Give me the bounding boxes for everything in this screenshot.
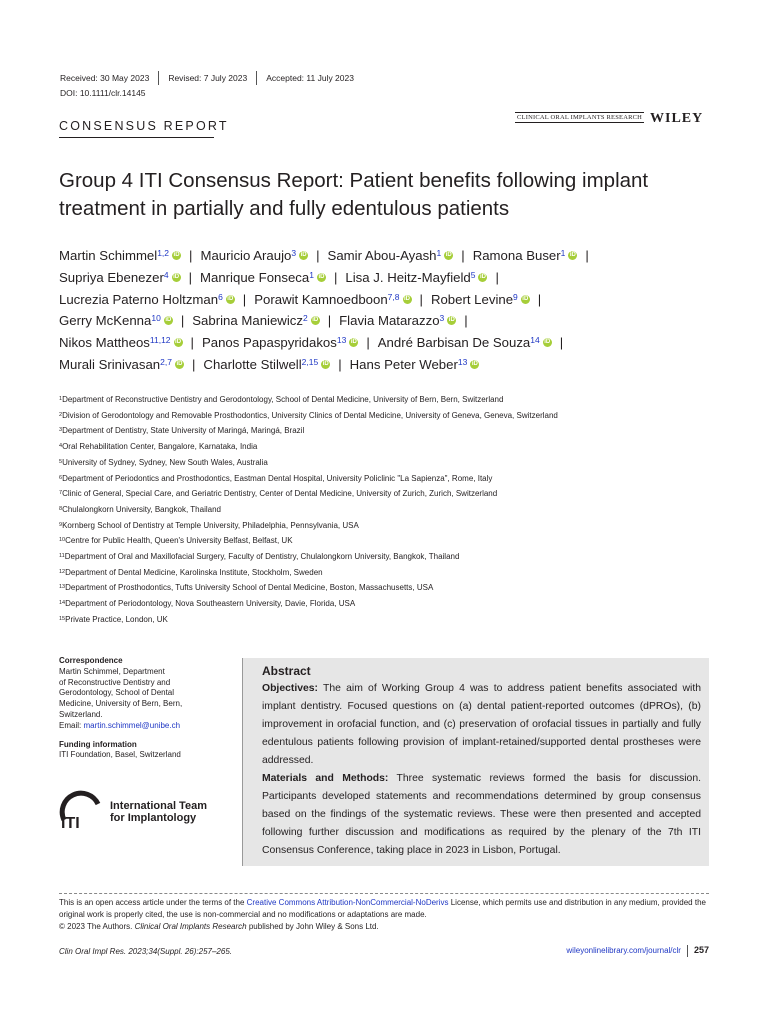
author-name[interactable] [328,248,454,263]
page-number: 257 [693,945,709,956]
email-line [59,721,219,732]
received-date: Received: 30 May 2023 [60,73,150,83]
affiliation-number: 8 [59,505,63,512]
correspondence-line: Gerodontology, School of Dental [59,688,175,698]
author-affiliation-sup[interactable]: 11,12 [149,335,171,346]
affiliation-text: Department of Dentistry, State University of Maringá, Maringá, Brazil [62,426,305,436]
author-separator: | [464,313,468,329]
author-name[interactable] [200,270,326,285]
affiliation-item [59,392,719,408]
author-affiliation-sup[interactable]: 6 [218,291,223,302]
abstract-heading: Abstract [262,664,311,678]
affiliation-text: Department of Periodontics and Prosthodontics, Eastman Dental Hospital, University Policlinic "La Sapienza", Rome, Italy [62,473,493,483]
license-text: This is an open access article under the terms of the [59,898,247,907]
author-separator: | [419,291,423,307]
affiliation-text: Department of Periodontology, Nova Southeastern University, Davie, Florida, USA [65,599,356,609]
article-dates [60,71,354,85]
divider [158,71,159,85]
orcid-icon[interactable]: iD [175,339,182,346]
correspondence-line: Medicine, University of Bern, Bern, [59,699,183,709]
citation: Clin Oral Impl Res. 2023;34(Suppl. 26):257–265. [59,946,232,956]
author-name[interactable] [473,248,578,263]
affiliation-number: 9 [59,521,63,528]
orcid-icon[interactable]: iD [227,295,234,302]
author-affiliation-sup[interactable]: 4 [163,269,169,280]
license-link[interactable]: Creative Commons Attribution-NonCommercial-NoDerivs [246,898,449,907]
author-name-text: André Barbisan De Souza [377,335,531,351]
author-separator: | [242,291,247,307]
iti-line1: International Team [110,800,207,812]
orcid-icon[interactable]: iD [176,361,183,367]
section-underline [59,137,214,138]
correspondence-heading: Correspondence [59,656,123,665]
affiliation-item [59,549,719,565]
author-separator: | [189,248,193,263]
author-name-text: Lucrezia Paterno Holtzman [59,291,219,307]
affiliation-item [59,580,719,596]
author-name[interactable] [59,357,184,372]
author-name[interactable] [59,313,173,328]
affiliation-number: 12 [59,568,66,575]
publisher-logo: WILEY [650,111,704,126]
orcid-icon[interactable]: iD [322,361,329,367]
author-name[interactable] [254,292,411,307]
methods-label: Materials and Methods: [262,773,389,784]
affiliation-text: Clinic of General, Special Care, and Geriatric Dentistry, Center of Dental Medicine, University of Zurich, Zurich, Switzerland [62,489,498,499]
correspondence-line: Martin Schimmel, Department [59,666,165,676]
orcid-icon[interactable]: iD [569,252,576,259]
orcid-icon[interactable]: iD [318,273,325,280]
author-separator: | [327,313,332,329]
footer-divider [59,893,709,894]
affiliation-text: Department of Reconstructive Dentistry and Gerodontology, School of Dental Medicine, University of Bern, Bern, Switzerland [62,395,504,404]
author-name[interactable] [345,270,487,285]
author-separator: | [188,269,193,285]
author-name[interactable] [378,335,552,350]
copyright-journal: Clinical Oral Implants Research [134,922,247,931]
article-title: Group 4 ITI Consensus Report: Patient benefits following implant treatment in partially and fully edentulous patients [59,169,649,220]
accepted-date: Accepted: 11 July 2023 [266,73,354,83]
author-affiliation-sup[interactable]: 3 [291,248,297,258]
affiliation-item [59,596,719,612]
methods-text: Three systematic reviews formed the basis for discussion. Participants developed statements and recommendations determined by group consensus based on the findings of the systematic reviews. These were then presented and accepted following further discussion and modifications as required by the plenary of the 7th ITI Consensus Conference, taking place in 2023 in Lisbon, Portugal. [262,773,701,856]
affiliation-item [59,423,719,439]
orcid-icon[interactable]: iD [173,273,180,280]
footer-right [566,945,709,957]
author-separator: | [585,248,589,263]
author-separator: | [338,356,342,372]
journal-url[interactable]: wileyonlinelibrary.com/journal/clr [566,946,681,956]
affiliation-number: 4 [59,443,63,450]
author-separator: | [366,335,370,351]
author-affiliation-sup[interactable]: 9 [513,291,518,302]
orcid-icon[interactable]: iD [471,361,478,367]
iti-logo-text [110,800,207,824]
author-name[interactable] [192,313,319,328]
abstract-methods [262,770,701,860]
affiliation-item [59,533,719,549]
affiliation-item [59,502,719,518]
affiliation-text: Department of Dental Medicine, Karolinska Institute, Stockholm, Sweden [65,567,323,577]
author-name-text: Robert Levine [430,291,514,307]
correspondence-line: Switzerland. [59,709,103,719]
orcid-icon[interactable]: iD [350,339,357,346]
doi[interactable]: DOI: 10.1111/clr.14145 [60,88,146,98]
email-link[interactable]: martin.schimmel@unibe.ch [83,720,181,730]
affiliation-item [59,471,719,487]
author-name[interactable] [59,248,181,263]
page-footer [59,945,709,957]
author-name-text: Ramona Buser [472,248,561,263]
funding-heading: Funding information [59,739,137,749]
affiliation-number: 1 [59,396,63,402]
affiliation-number: 14 [59,600,66,607]
section-label: CONSENSUS REPORT [59,119,229,133]
iti-line2: for Implantology [110,812,197,824]
correspondence-block [59,656,219,761]
affiliation-number: 15 [59,615,66,622]
author-separator: | [537,291,542,307]
author-name[interactable] [431,292,530,307]
orcid-icon[interactable]: iD [300,252,307,259]
author-affiliation-sup[interactable]: 2,15 [301,356,319,367]
orcid-icon[interactable]: iD [173,252,180,259]
author-name-text: Supriya Ebenezer [59,269,164,285]
copyright-text: © 2023 The Authors. [59,922,135,931]
affiliation-text: Private Practice, London, UK [65,614,168,624]
affiliation-number: 13 [59,584,66,591]
orcid-icon[interactable]: iD [165,317,172,324]
divider [256,71,257,85]
email-label: Email: [59,720,84,730]
license-text: License, which permits use and distribution in any medium, provided the original work is properly cited, the use is non-commercial and no modifications or adaptations are made. [59,898,706,919]
author-name[interactable] [59,270,181,285]
author-name[interactable] [203,357,330,372]
abstract-box [242,658,709,866]
affiliation-number: 5 [59,458,63,465]
affiliation-text: University of Sydney, Sydney, New South Wales, Australia [62,457,268,467]
author-separator: | [180,313,185,329]
affiliation-item [59,486,719,502]
author-name-text: Murali Srinivasan [59,356,161,372]
author-affiliation-sup[interactable]: 10 [151,313,161,324]
author-affiliation-sup[interactable]: 13 [336,335,347,346]
author-name-text: Porawit Kamnoedboon [254,291,388,307]
affiliation-number: 7 [59,490,63,497]
author-affiliation-sup[interactable]: 1 [309,269,314,280]
affiliation-item [59,565,719,581]
author-affiliation-sup[interactable]: 1 [560,248,566,258]
author-name[interactable] [59,335,183,350]
author-name-text: Lisa J. Heitz-Mayfield [345,269,471,285]
author-separator: | [316,248,320,263]
affiliation-item [59,455,719,471]
divider [687,945,688,957]
author-affiliation-sup[interactable]: 14 [530,335,540,346]
affiliations [59,392,719,628]
author-name-text: Gerry McKenna [59,313,152,329]
affiliation-text: Kornberg School of Dentistry at Temple University, Philadelphia, Pennsylvania, USA [62,520,359,530]
author-name[interactable] [339,313,456,328]
author-separator: | [559,335,564,351]
abstract-objectives [262,680,701,770]
iti-mark-text: ITI [61,815,80,832]
author-affiliation-sup[interactable]: 3 [439,313,445,324]
author-affiliation-sup[interactable]: 13 [457,356,468,367]
author-name-text: Flavia Matarazzo [339,313,440,329]
author-name-text: Samir Abou-Ayash [327,248,437,263]
author-affiliation-sup[interactable]: 2,7 [160,356,172,367]
author-name-text: Charlotte Stilwell [203,356,302,372]
affiliation-text: Oral Rehabilitation Center, Bangalore, Karnataka, India [62,442,258,452]
author-list [59,245,719,376]
affiliation-text: Division of Gerodontology and Removable Prosthodontics, University Clinics of Dental Medicine, University of Geneva, Geneva, Switzerland [62,410,558,420]
author-name[interactable] [202,335,358,350]
affiliation-item [59,408,719,424]
iti-logo [58,790,207,834]
author-name-text: Sabrina Maniewicz [192,313,303,329]
author-affiliation-sup[interactable]: 1 [436,248,442,258]
author-affiliation-sup[interactable]: 1,2 [157,248,170,258]
objectives-text: The aim of Working Group 4 was to address patient benefits associated with implant dentistry. Focused questions on (a) dental patient-reported outcomes (dPROs), (b) improvement in orofacial function, and (c) preservation of orofacial tissues in partially and fully edentulous patients following provision of implant-retained/supported dental prostheses were addressed. [262,683,701,766]
revised-date: Revised: 7 July 2023 [168,73,248,83]
affiliation-item [59,518,719,534]
affiliation-number: 11 [59,553,65,560]
orcid-icon[interactable]: iD [479,273,486,280]
author-name-text: Martin Schimmel [59,248,158,263]
funding-text: ITI Foundation, Basel, Switzerland [59,750,181,760]
author-separator: | [495,269,499,285]
author-affiliation-sup[interactable]: 5 [470,269,476,280]
orcid-icon[interactable]: iD [448,317,455,324]
affiliation-item [59,439,719,455]
author-affiliation-sup[interactable]: 2 [302,313,308,324]
author-name-text: Panos Papaspyridakos [201,335,337,351]
affiliation-text: Department of Oral and Maxillofacial Surgery, Faculty of Dentistry, Chulalongkorn University, Bangkok, Thailand [64,552,460,562]
author-name[interactable] [350,357,480,372]
orcid-icon[interactable]: iD [522,295,529,302]
orcid-icon[interactable]: iD [445,252,452,259]
author-name[interactable] [59,292,235,307]
affiliation-text: Centre for Public Health, Queen's University Belfast, Belfast, UK [65,536,293,546]
correspondence-line: of Reconstructive Dentistry and [59,677,171,687]
author-name-text: Hans Peter Weber [349,356,458,372]
author-separator: | [461,248,465,263]
orcid-icon[interactable]: iD [404,295,410,302]
author-name-text: Mauricio Araujo [200,248,292,263]
license-notice [59,897,711,933]
orcid-icon[interactable]: iD [312,317,319,324]
affiliation-number: 6 [59,474,63,481]
copyright-text: published by John Wiley & Sons Ltd. [246,922,379,931]
objectives-label: Objectives: [262,683,319,694]
affiliation-number: 2 [59,411,63,418]
author-name-text: Nikos Mattheos [59,335,150,351]
iti-logo-icon [58,790,102,834]
author-separator: | [333,269,338,285]
affiliation-text: Chulalongkorn University, Bangkok, Thailand [62,504,221,514]
affiliation-number: 3 [59,427,63,434]
author-separator: | [191,356,196,372]
affiliation-number: 10 [59,537,66,544]
orcid-icon[interactable]: iD [544,339,551,346]
author-name-text: Manrique Fonseca [200,269,310,285]
affiliation-item [59,612,719,628]
journal-name: CLINICAL ORAL IMPLANTS RESEARCH [517,114,643,121]
author-separator: | [190,335,194,351]
author-affiliation-sup[interactable]: 7,8 [387,291,400,302]
author-name[interactable] [200,248,308,263]
affiliation-text: Department of Prosthodontics, Tufts University School of Dental Medicine, Boston, Massachusetts, USA [65,583,434,593]
